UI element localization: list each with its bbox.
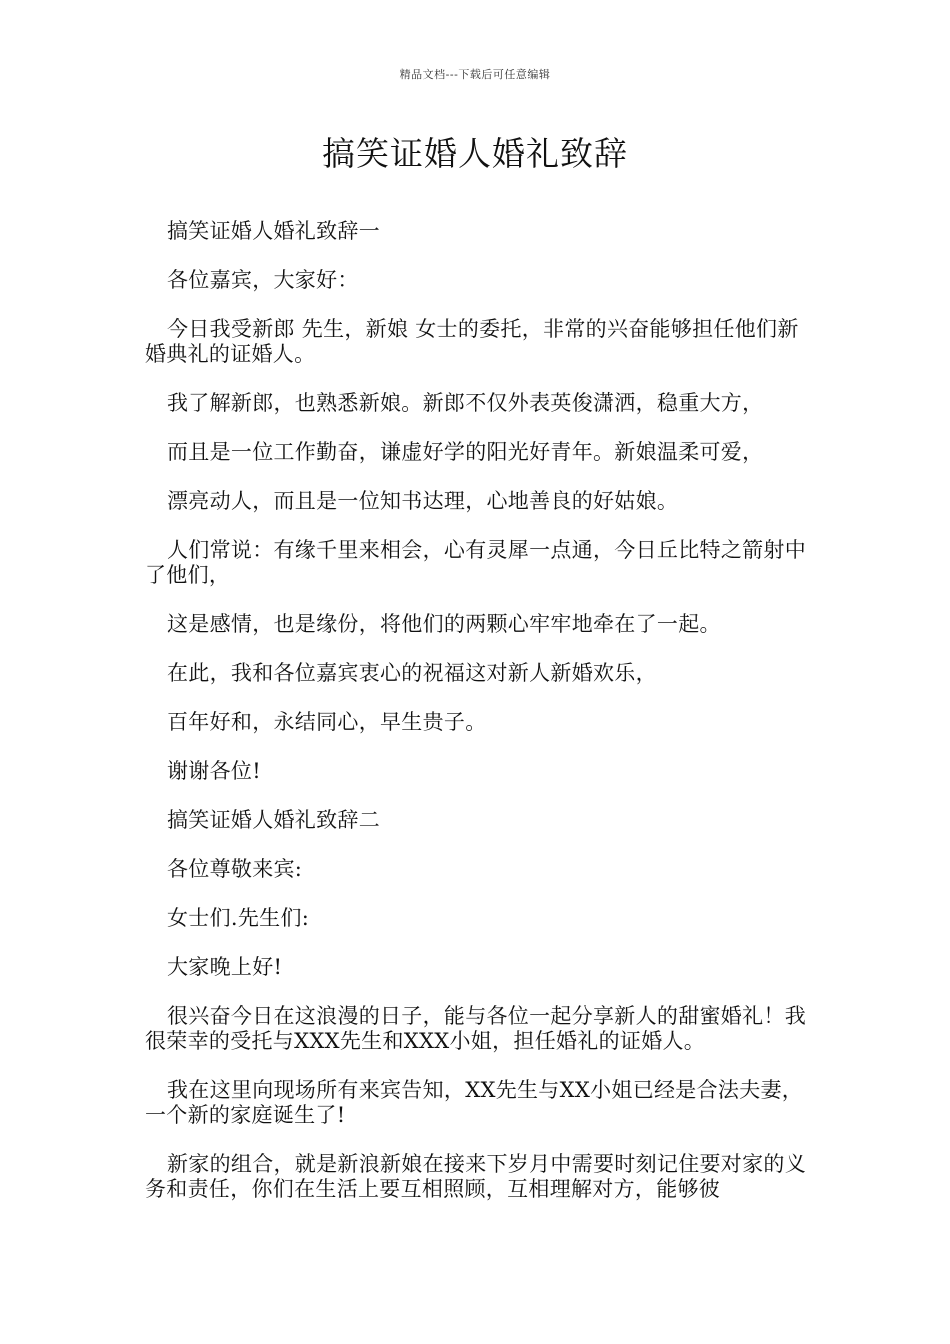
paragraph: 新家的组合，就是新浪新娘在接来下岁月中需要时刻记住要对家的义务和责任，你们在生活上要互相照顾，互相理解对方，能够彼 [145,1152,806,1201]
document-body [145,219,815,1226]
paragraph: 谢谢各位! [167,759,261,783]
document-title: 搞笑证婚人婚礼致辞 [322,134,628,173]
paragraph: 各位嘉宾，大家好： [167,268,359,292]
paragraph: 百年好和，永结同心，早生贵子。 [167,710,487,734]
paragraph: 女士们.先生们: [167,906,310,930]
paragraph: 搞笑证婚人婚礼致辞一 [167,219,380,243]
paragraph: 各位尊敬来宾: [167,857,303,881]
paragraph: 很兴奋今日在这浪漫的日子，能与各位一起分享新人的甜蜜婚礼！我很荣幸的受托与XXX先生和XXX小姐，担任婚礼的证婚人。 [145,1004,806,1053]
paragraph: 人们常说：有缘千里来相会，心有灵犀一点通，今日丘比特之箭射中了他们， [145,538,806,587]
paragraph: 这是感情，也是缘份，将他们的两颗心牢牢地牵在了一起。 [167,612,721,636]
paragraph: 大家晚上好! [167,955,283,979]
paragraph: 今日我受新郎 先生，新娘 女士的委托，非常的兴奋能够担任他们新婚典礼的证婚人。 [145,317,799,366]
paragraph: 漂亮动人，而且是一位知书达理，心地善良的好姑娘。 [167,489,679,513]
paragraph: 在此，我和各位嘉宾衷心的祝福这对新人新婚欢乐， [167,661,657,685]
paragraph: 我在这里向现场所有来宾告知，XX先生与XX小姐已经是合法夫妻，一个新的家庭诞生了! [145,1078,804,1127]
header-note: 精品文档---下载后可任意编辑 [399,68,551,81]
paragraph: 搞笑证婚人婚礼致辞二 [167,808,380,832]
paragraph: 而且是一位工作勤奋，谦虚好学的阳光好青年。新娘温柔可爱， [167,440,764,464]
paragraph: 我了解新郎，也熟悉新娘。新郎不仅外表英俊潇洒，稳重大方， [167,391,764,415]
